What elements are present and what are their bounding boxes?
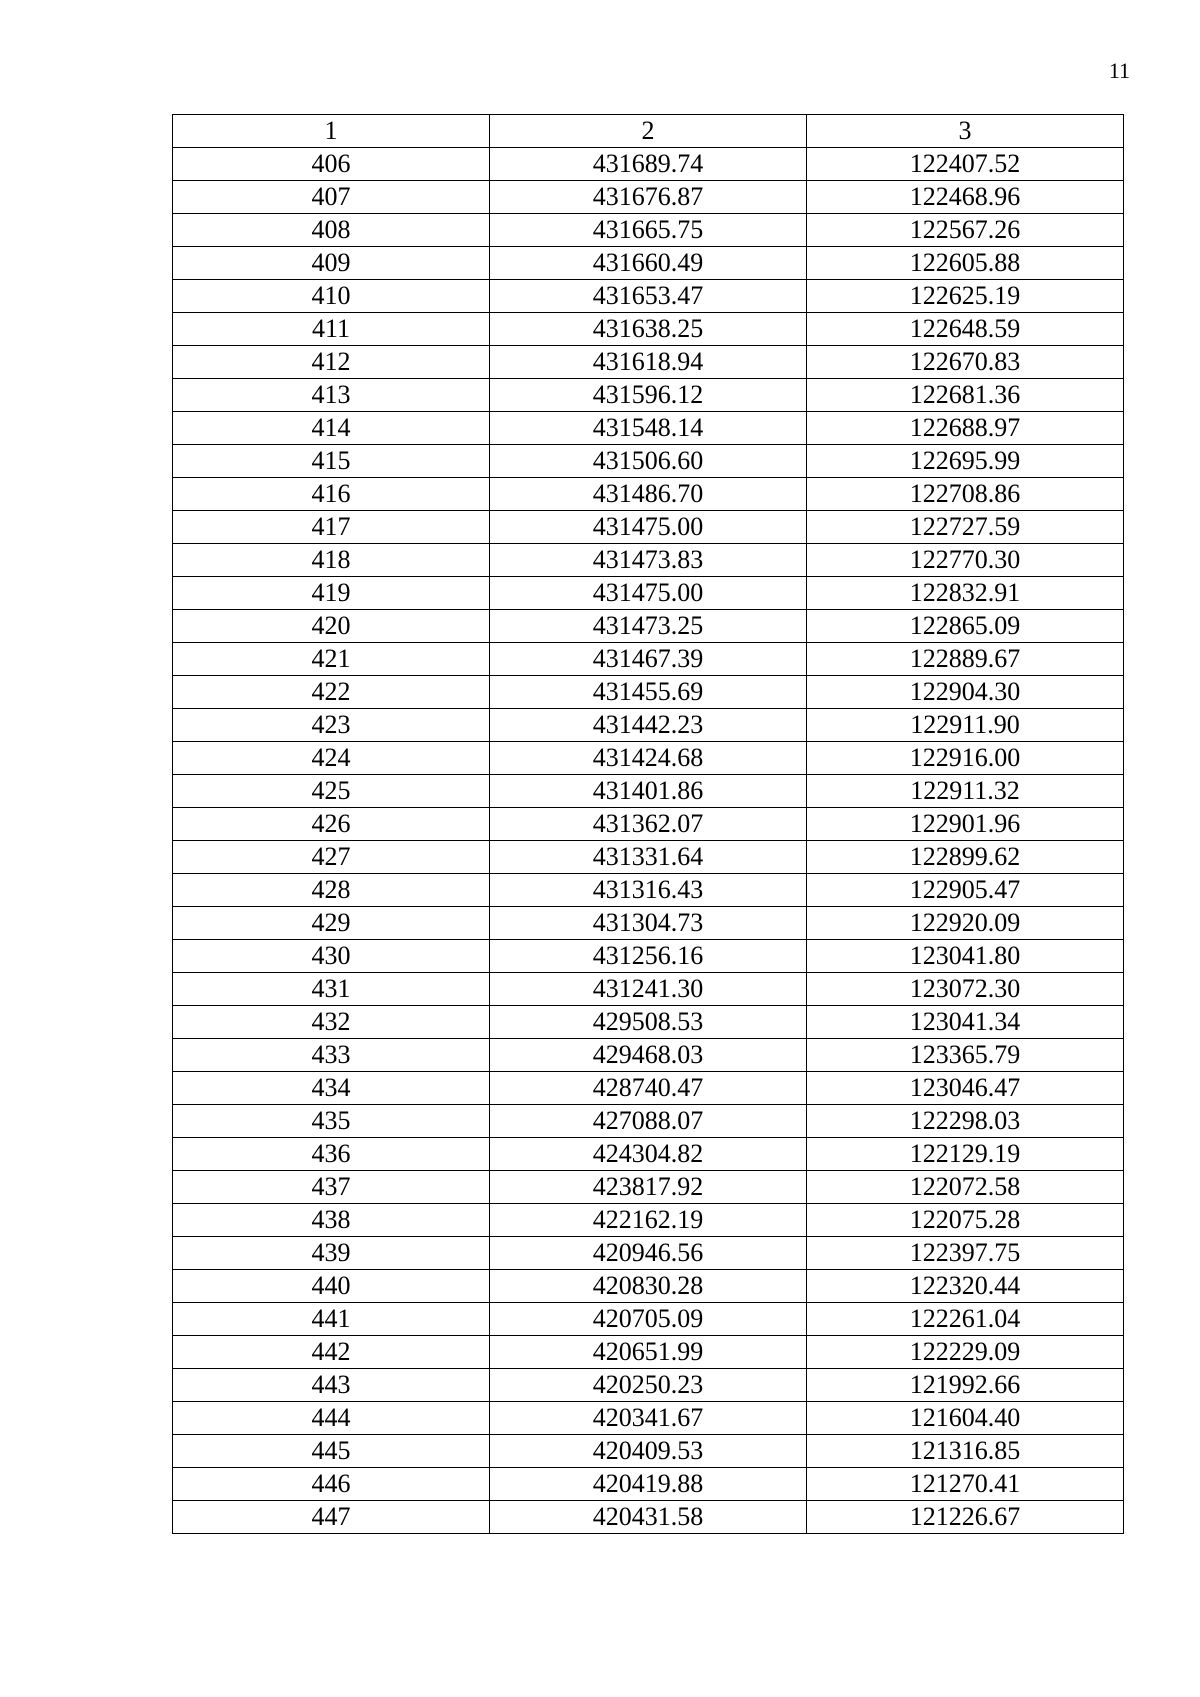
y-coordinate-cell: 123041.34 xyxy=(807,1006,1124,1039)
x-coordinate-cell: 422162.19 xyxy=(490,1204,807,1237)
x-coordinate-cell: 431475.00 xyxy=(490,511,807,544)
table-row xyxy=(173,280,1124,313)
x-coordinate-cell: 429468.03 xyxy=(490,1039,807,1072)
y-coordinate-cell: 122904.30 xyxy=(807,676,1124,709)
x-coordinate-cell: 420431.58 xyxy=(490,1501,807,1534)
table-row xyxy=(173,1468,1124,1501)
table-row xyxy=(173,1501,1124,1534)
x-coordinate-cell: 431676.87 xyxy=(490,181,807,214)
table-row xyxy=(173,247,1124,280)
table-body xyxy=(173,148,1124,1534)
y-coordinate-cell: 123365.79 xyxy=(807,1039,1124,1072)
table-row xyxy=(173,445,1124,478)
point-number-cell: 428 xyxy=(173,874,490,907)
x-coordinate-cell: 431424.68 xyxy=(490,742,807,775)
y-coordinate-cell: 122695.99 xyxy=(807,445,1124,478)
point-number-cell: 415 xyxy=(173,445,490,478)
x-coordinate-cell: 431475.00 xyxy=(490,577,807,610)
table-row xyxy=(173,1435,1124,1468)
column-header-1: 1 xyxy=(173,115,490,148)
point-number-cell: 424 xyxy=(173,742,490,775)
y-coordinate-cell: 123046.47 xyxy=(807,1072,1124,1105)
table-row xyxy=(173,1303,1124,1336)
point-number-cell: 417 xyxy=(173,511,490,544)
point-number-cell: 443 xyxy=(173,1369,490,1402)
y-coordinate-cell: 122865.09 xyxy=(807,610,1124,643)
point-number-cell: 412 xyxy=(173,346,490,379)
y-coordinate-cell: 123072.30 xyxy=(807,973,1124,1006)
y-coordinate-cell: 121992.66 xyxy=(807,1369,1124,1402)
y-coordinate-cell: 122407.52 xyxy=(807,148,1124,181)
table-row xyxy=(173,1369,1124,1402)
table-row xyxy=(173,379,1124,412)
x-coordinate-cell: 431548.14 xyxy=(490,412,807,445)
x-coordinate-cell: 420651.99 xyxy=(490,1336,807,1369)
x-coordinate-cell: 431316.43 xyxy=(490,874,807,907)
point-number-cell: 445 xyxy=(173,1435,490,1468)
y-coordinate-cell: 122905.47 xyxy=(807,874,1124,907)
point-number-cell: 432 xyxy=(173,1006,490,1039)
x-coordinate-cell: 431473.25 xyxy=(490,610,807,643)
x-coordinate-cell: 431660.49 xyxy=(490,247,807,280)
y-coordinate-cell: 122397.75 xyxy=(807,1237,1124,1270)
table-row xyxy=(173,940,1124,973)
point-number-cell: 442 xyxy=(173,1336,490,1369)
x-coordinate-cell: 420705.09 xyxy=(490,1303,807,1336)
x-coordinate-cell: 431442.23 xyxy=(490,709,807,742)
x-coordinate-cell: 431665.75 xyxy=(490,214,807,247)
table-row xyxy=(173,577,1124,610)
table-row xyxy=(173,1336,1124,1369)
table-row xyxy=(173,1171,1124,1204)
y-coordinate-cell: 122688.97 xyxy=(807,412,1124,445)
table-row xyxy=(173,709,1124,742)
table-row xyxy=(173,775,1124,808)
y-coordinate-cell: 121604.40 xyxy=(807,1402,1124,1435)
y-coordinate-cell: 121270.41 xyxy=(807,1468,1124,1501)
x-coordinate-cell: 420341.67 xyxy=(490,1402,807,1435)
point-number-cell: 441 xyxy=(173,1303,490,1336)
table-row xyxy=(173,973,1124,1006)
point-number-cell: 414 xyxy=(173,412,490,445)
y-coordinate-cell: 122911.32 xyxy=(807,775,1124,808)
point-number-cell: 420 xyxy=(173,610,490,643)
x-coordinate-cell: 420409.53 xyxy=(490,1435,807,1468)
x-coordinate-cell: 423817.92 xyxy=(490,1171,807,1204)
table-row xyxy=(173,478,1124,511)
table-row xyxy=(173,1237,1124,1270)
point-number-cell: 446 xyxy=(173,1468,490,1501)
y-coordinate-cell: 122298.03 xyxy=(807,1105,1124,1138)
table-row xyxy=(173,676,1124,709)
table-row xyxy=(173,1204,1124,1237)
y-coordinate-cell: 122261.04 xyxy=(807,1303,1124,1336)
y-coordinate-cell: 122911.90 xyxy=(807,709,1124,742)
table-row xyxy=(173,742,1124,775)
y-coordinate-cell: 122567.26 xyxy=(807,214,1124,247)
table-row xyxy=(173,1138,1124,1171)
x-coordinate-cell: 420250.23 xyxy=(490,1369,807,1402)
table-row xyxy=(173,610,1124,643)
x-coordinate-cell: 431455.69 xyxy=(490,676,807,709)
point-number-cell: 416 xyxy=(173,478,490,511)
x-coordinate-cell: 431256.16 xyxy=(490,940,807,973)
y-coordinate-cell: 122605.88 xyxy=(807,247,1124,280)
point-number-cell: 437 xyxy=(173,1171,490,1204)
y-coordinate-cell: 122899.62 xyxy=(807,841,1124,874)
point-number-cell: 433 xyxy=(173,1039,490,1072)
column-header-3: 3 xyxy=(807,115,1124,148)
x-coordinate-cell: 431506.60 xyxy=(490,445,807,478)
y-coordinate-cell: 122832.91 xyxy=(807,577,1124,610)
x-coordinate-cell: 431331.64 xyxy=(490,841,807,874)
x-coordinate-cell: 427088.07 xyxy=(490,1105,807,1138)
table-row xyxy=(173,214,1124,247)
x-coordinate-cell: 431304.73 xyxy=(490,907,807,940)
table-row xyxy=(173,1402,1124,1435)
table-row xyxy=(173,511,1124,544)
point-number-cell: 431 xyxy=(173,973,490,1006)
table-row xyxy=(173,346,1124,379)
y-coordinate-cell: 122648.59 xyxy=(807,313,1124,346)
y-coordinate-cell: 122916.00 xyxy=(807,742,1124,775)
table-row xyxy=(173,841,1124,874)
x-coordinate-cell: 428740.47 xyxy=(490,1072,807,1105)
y-coordinate-cell: 122901.96 xyxy=(807,808,1124,841)
y-coordinate-cell: 122075.28 xyxy=(807,1204,1124,1237)
x-coordinate-cell: 431486.70 xyxy=(490,478,807,511)
column-header-2: 2 xyxy=(490,115,807,148)
y-coordinate-cell: 122625.19 xyxy=(807,280,1124,313)
x-coordinate-cell: 420830.28 xyxy=(490,1270,807,1303)
x-coordinate-cell: 431473.83 xyxy=(490,544,807,577)
table-row xyxy=(173,808,1124,841)
page-number: 11 xyxy=(1108,58,1130,83)
x-coordinate-cell: 420946.56 xyxy=(490,1237,807,1270)
point-number-cell: 411 xyxy=(173,313,490,346)
table-row xyxy=(173,1006,1124,1039)
point-number-cell: 418 xyxy=(173,544,490,577)
coordinates-table xyxy=(172,114,1124,1534)
point-number-cell: 444 xyxy=(173,1402,490,1435)
point-number-cell: 429 xyxy=(173,907,490,940)
x-coordinate-cell: 431401.86 xyxy=(490,775,807,808)
point-number-cell: 423 xyxy=(173,709,490,742)
x-coordinate-cell: 431362.07 xyxy=(490,808,807,841)
y-coordinate-cell: 122727.59 xyxy=(807,511,1124,544)
x-coordinate-cell: 420419.88 xyxy=(490,1468,807,1501)
point-number-cell: 436 xyxy=(173,1138,490,1171)
y-coordinate-cell: 121226.67 xyxy=(807,1501,1124,1534)
y-coordinate-cell: 122681.36 xyxy=(807,379,1124,412)
point-number-cell: 419 xyxy=(173,577,490,610)
point-number-cell: 406 xyxy=(173,148,490,181)
table-row xyxy=(173,907,1124,940)
table-header-row xyxy=(173,115,1124,148)
y-coordinate-cell: 122320.44 xyxy=(807,1270,1124,1303)
point-number-cell: 434 xyxy=(173,1072,490,1105)
y-coordinate-cell: 121316.85 xyxy=(807,1435,1124,1468)
table-row xyxy=(173,874,1124,907)
point-number-cell: 430 xyxy=(173,940,490,973)
y-coordinate-cell: 122770.30 xyxy=(807,544,1124,577)
table-row xyxy=(173,643,1124,676)
y-coordinate-cell: 122708.86 xyxy=(807,478,1124,511)
table-row xyxy=(173,1039,1124,1072)
point-number-cell: 447 xyxy=(173,1501,490,1534)
table-row xyxy=(173,1105,1124,1138)
y-coordinate-cell: 122072.58 xyxy=(807,1171,1124,1204)
x-coordinate-cell: 431638.25 xyxy=(490,313,807,346)
point-number-cell: 407 xyxy=(173,181,490,214)
y-coordinate-cell: 122670.83 xyxy=(807,346,1124,379)
table-row xyxy=(173,544,1124,577)
point-number-cell: 422 xyxy=(173,676,490,709)
table-row xyxy=(173,1270,1124,1303)
y-coordinate-cell: 122889.67 xyxy=(807,643,1124,676)
x-coordinate-cell: 424304.82 xyxy=(490,1138,807,1171)
point-number-cell: 438 xyxy=(173,1204,490,1237)
point-number-cell: 425 xyxy=(173,775,490,808)
table-row xyxy=(173,412,1124,445)
point-number-cell: 408 xyxy=(173,214,490,247)
x-coordinate-cell: 431596.12 xyxy=(490,379,807,412)
x-coordinate-cell: 431689.74 xyxy=(490,148,807,181)
y-coordinate-cell: 122468.96 xyxy=(807,181,1124,214)
point-number-cell: 427 xyxy=(173,841,490,874)
point-number-cell: 435 xyxy=(173,1105,490,1138)
point-number-cell: 439 xyxy=(173,1237,490,1270)
point-number-cell: 409 xyxy=(173,247,490,280)
table-row xyxy=(173,1072,1124,1105)
point-number-cell: 410 xyxy=(173,280,490,313)
x-coordinate-cell: 431653.47 xyxy=(490,280,807,313)
table-row xyxy=(173,181,1124,214)
x-coordinate-cell: 431467.39 xyxy=(490,643,807,676)
point-number-cell: 413 xyxy=(173,379,490,412)
x-coordinate-cell: 431618.94 xyxy=(490,346,807,379)
y-coordinate-cell: 123041.80 xyxy=(807,940,1124,973)
y-coordinate-cell: 122129.19 xyxy=(807,1138,1124,1171)
x-coordinate-cell: 431241.30 xyxy=(490,973,807,1006)
y-coordinate-cell: 122920.09 xyxy=(807,907,1124,940)
point-number-cell: 426 xyxy=(173,808,490,841)
table-row xyxy=(173,313,1124,346)
point-number-cell: 440 xyxy=(173,1270,490,1303)
y-coordinate-cell: 122229.09 xyxy=(807,1336,1124,1369)
point-number-cell: 421 xyxy=(173,643,490,676)
table-row xyxy=(173,148,1124,181)
x-coordinate-cell: 429508.53 xyxy=(490,1006,807,1039)
